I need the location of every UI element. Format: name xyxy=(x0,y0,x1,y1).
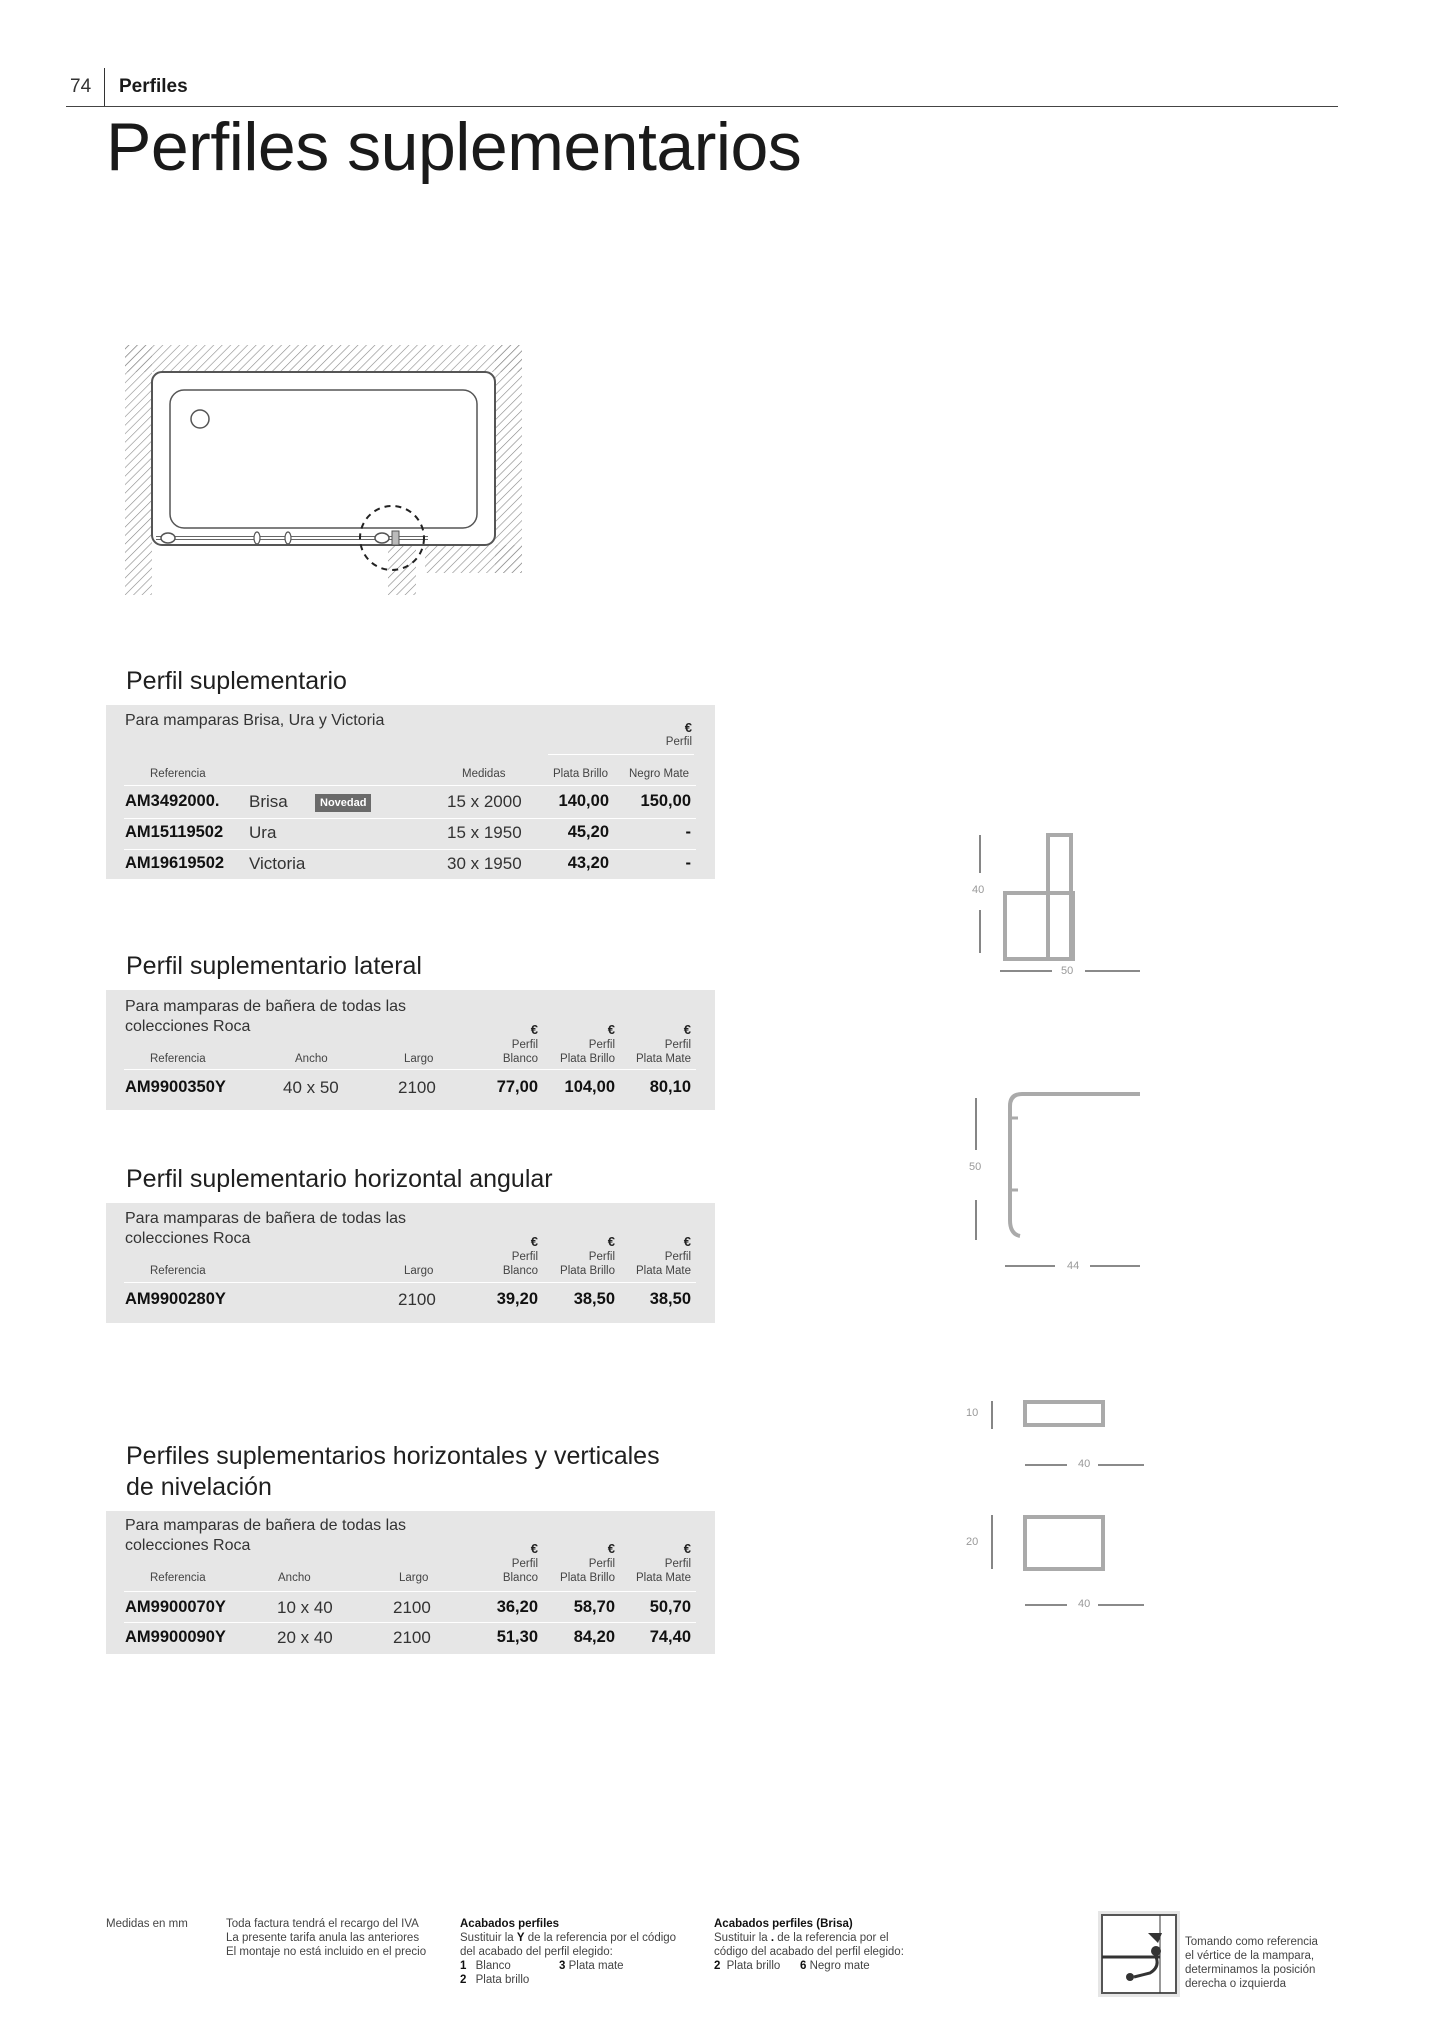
footer-acabados-brisa xyxy=(714,1917,934,1973)
per-label: Perfil xyxy=(588,1039,615,1051)
col-plata-mate: Plata Mate xyxy=(636,1572,691,1584)
dim-width: 44 xyxy=(1067,1260,1080,1272)
table4-description-line2: colecciones Roca xyxy=(125,1537,251,1554)
col-referencia: Referencia xyxy=(150,1053,206,1065)
text-fragment: Sustituir la xyxy=(460,1932,517,1944)
model-name: Victoria xyxy=(249,854,306,873)
table1-title: Perfil suplementario xyxy=(126,667,347,695)
reference-code: AM9900070Y xyxy=(125,1598,226,1616)
table3-header-rule xyxy=(124,1282,696,1283)
section-name: Perfiles xyxy=(119,76,188,97)
header-divider xyxy=(104,68,105,106)
price-negro-mate: - xyxy=(685,854,691,872)
price-negro-mate: - xyxy=(685,823,691,841)
page-title: Perfiles suplementarios xyxy=(106,109,802,185)
per-label: Perfil xyxy=(664,1251,691,1263)
col-blanco: Blanco xyxy=(502,1572,538,1584)
table1-description: Para mamparas Brisa, Ura y Victoria xyxy=(125,712,385,729)
option-label: Plata brillo xyxy=(726,1960,781,1972)
reference-code: AM9900350Y xyxy=(125,1078,226,1096)
col-largo: Largo xyxy=(404,1265,434,1277)
profile-lateral-drawing xyxy=(960,825,1160,985)
table1-per-label: Perfil xyxy=(665,736,692,748)
text-fragment: . xyxy=(770,1932,775,1944)
option-label: Blanco xyxy=(475,1960,511,1972)
table4-title-line1: Perfiles suplementarios horizontales y verticales xyxy=(126,1442,660,1470)
price-negro-mate: 150,00 xyxy=(640,792,691,810)
table1-col-plata-brillo: Plata Brillo xyxy=(553,768,608,780)
col-plata-mate: Plata Mate xyxy=(636,1265,691,1277)
acabados-title: Acabados perfiles xyxy=(460,1918,560,1930)
col-ancho: Ancho xyxy=(295,1053,328,1065)
price-plata-brillo: 38,50 xyxy=(573,1290,615,1308)
table2-header-rule xyxy=(124,1069,696,1070)
text-fragment: Sustituir la xyxy=(714,1932,771,1944)
option-label: Plata brillo xyxy=(475,1974,530,1986)
table2-title: Perfil suplementario lateral xyxy=(126,952,422,980)
medidas-value: 15 x 1950 xyxy=(447,823,522,842)
table2-description-line2: colecciones Roca xyxy=(125,1018,251,1035)
price-plata-brillo: 58,70 xyxy=(573,1598,615,1616)
medidas-value: 15 x 2000 xyxy=(447,792,522,811)
col-blanco: Blanco xyxy=(502,1053,538,1065)
footer-acabados xyxy=(460,1917,690,1987)
currency: € xyxy=(607,1022,615,1037)
reference-note-line: derecha o izquierda xyxy=(1185,1978,1287,1990)
table1-col-referencia: Referencia xyxy=(150,768,206,780)
table3-description-line1: Para mamparas de bañera de todas las xyxy=(125,1210,407,1227)
largo-value: 2100 xyxy=(393,1628,431,1647)
price-blanco: 77,00 xyxy=(496,1078,538,1096)
currency: € xyxy=(530,1541,538,1556)
option-label: Plata mate xyxy=(568,1960,624,1972)
profile-nivelacion-10x40-drawing xyxy=(960,1395,1160,1475)
model-name: Brisa xyxy=(249,792,288,811)
price-blanco: 36,20 xyxy=(496,1598,538,1616)
reference-code: AM19619502 xyxy=(125,854,225,872)
col-referencia: Referencia xyxy=(150,1572,206,1584)
footer-units: Medidas en mm xyxy=(106,1918,188,1930)
option-code: 3 xyxy=(559,1960,566,1972)
col-plata-brillo: Plata Brillo xyxy=(560,1572,615,1584)
col-blanco: Blanco xyxy=(502,1265,538,1277)
dim-height: 50 xyxy=(969,1161,982,1173)
currency: € xyxy=(683,1234,691,1249)
price-blanco: 39,20 xyxy=(496,1290,538,1308)
acabados-brisa-instruction: código del acabado del perfil elegido: xyxy=(714,1946,904,1958)
model-name: Ura xyxy=(249,823,277,842)
reference-code: AM9900280Y xyxy=(125,1290,226,1308)
novedad-badge: Novedad xyxy=(315,794,371,812)
price-plata-brillo: 140,00 xyxy=(558,792,609,810)
dim-width: 40 xyxy=(1078,1598,1091,1610)
reference-note-line: el vértice de la mampara, xyxy=(1185,1950,1315,1962)
reference-code: AM15119502 xyxy=(125,823,224,841)
col-largo: Largo xyxy=(404,1053,434,1065)
price-plata-mate: 80,10 xyxy=(649,1078,691,1096)
table4-header-rule xyxy=(124,1591,696,1592)
table4-description-line1: Para mamparas de bañera de todas las xyxy=(125,1517,407,1534)
dim-height: 10 xyxy=(966,1407,979,1419)
footer-notes xyxy=(226,1917,426,1959)
ancho-value: 10 x 40 xyxy=(277,1598,333,1617)
dim-width: 50 xyxy=(1061,965,1074,977)
currency: € xyxy=(530,1234,538,1249)
table1-currency: € xyxy=(684,720,692,735)
per-label: Perfil xyxy=(588,1251,615,1263)
per-label: Perfil xyxy=(664,1039,691,1051)
acabados-instruction: del acabado del perfil elegido: xyxy=(460,1946,613,1958)
acabados-brisa-title: Acabados perfiles (Brisa) xyxy=(714,1918,853,1930)
col-referencia: Referencia xyxy=(150,1265,206,1277)
medidas-value: 30 x 1950 xyxy=(447,854,522,873)
footer-reference-note xyxy=(1185,1935,1318,1991)
per-label: Perfil xyxy=(511,1039,538,1051)
dim-width: 40 xyxy=(1078,1458,1091,1470)
per-label: Perfil xyxy=(588,1558,615,1570)
price-plata-brillo: 84,20 xyxy=(573,1628,615,1646)
bathtub-plan-diagram xyxy=(120,345,530,595)
footer-note: Toda factura tendrá el recargo del IVA xyxy=(226,1918,419,1930)
currency: € xyxy=(683,1541,691,1556)
per-label: Perfil xyxy=(511,1251,538,1263)
text-fragment: de la referencia por el código xyxy=(524,1932,677,1944)
table1-col-negro-mate: Negro Mate xyxy=(629,768,690,780)
price-plata-mate: 74,40 xyxy=(649,1628,691,1646)
col-plata-brillo: Plata Brillo xyxy=(560,1265,615,1277)
price-blanco: 51,30 xyxy=(496,1628,538,1646)
ancho-value: 20 x 40 xyxy=(277,1628,333,1647)
table1-col-medidas: Medidas xyxy=(462,768,506,780)
page-number: 74 xyxy=(70,76,92,97)
text-fragment: de la referencia por el xyxy=(774,1932,889,1944)
col-ancho: Ancho xyxy=(278,1572,311,1584)
largo-value: 2100 xyxy=(398,1290,436,1309)
row-separator xyxy=(124,1622,696,1623)
ancho-value: 40 x 50 xyxy=(283,1078,339,1097)
option-code: 1 xyxy=(460,1960,467,1972)
currency: € xyxy=(607,1234,615,1249)
currency: € xyxy=(530,1022,538,1037)
per-label: Perfil xyxy=(511,1558,538,1570)
table3-title: Perfil suplementario horizontal angular xyxy=(126,1165,553,1193)
option-code: 6 xyxy=(800,1960,807,1972)
currency: € xyxy=(607,1541,615,1556)
profile-nivelacion-20x40-drawing xyxy=(960,1505,1160,1625)
option-code: 2 xyxy=(460,1974,467,1986)
footer-note: La presente tarifa anula las anteriores xyxy=(226,1932,420,1944)
per-label: Perfil xyxy=(664,1558,691,1570)
row-separator xyxy=(124,849,696,850)
header-rule xyxy=(66,106,1338,107)
option-code: 2 xyxy=(714,1960,721,1972)
row-separator xyxy=(124,818,696,819)
table3-description-line2: colecciones Roca xyxy=(125,1230,251,1247)
option-label: Negro mate xyxy=(809,1960,870,1972)
reference-code: AM3492000. xyxy=(125,792,220,810)
price-plata-mate: 38,50 xyxy=(649,1290,691,1308)
price-plata-brillo: 104,00 xyxy=(564,1078,615,1096)
table1-header-rule xyxy=(124,785,696,786)
reference-note-line: Tomando como referencia xyxy=(1185,1936,1318,1948)
largo-value: 2100 xyxy=(393,1598,431,1617)
footer-note: El montaje no está incluido en el precio xyxy=(226,1946,427,1958)
largo-value: 2100 xyxy=(398,1078,436,1097)
reference-code: AM9900090Y xyxy=(125,1628,226,1646)
price-plata-brillo: 43,20 xyxy=(567,854,609,872)
text-fragment: Y xyxy=(516,1932,525,1944)
price-plata-mate: 50,70 xyxy=(649,1598,691,1616)
currency: € xyxy=(683,1022,691,1037)
corner-reference-icon xyxy=(1098,1911,1180,1997)
col-largo: Largo xyxy=(399,1572,429,1584)
col-plata-mate: Plata Mate xyxy=(636,1053,691,1065)
price-plata-brillo: 45,20 xyxy=(567,823,609,841)
dim-height: 40 xyxy=(972,884,985,896)
table1-header-rule-top xyxy=(548,754,694,755)
reference-note-line: determinamos la posición xyxy=(1185,1964,1316,1976)
dim-height: 20 xyxy=(966,1536,979,1548)
table2-description-line1: Para mamparas de bañera de todas las xyxy=(125,998,407,1015)
profile-angular-drawing xyxy=(960,1090,1160,1270)
table4-title-line2: de nivelación xyxy=(126,1473,272,1501)
col-plata-brillo: Plata Brillo xyxy=(560,1053,615,1065)
